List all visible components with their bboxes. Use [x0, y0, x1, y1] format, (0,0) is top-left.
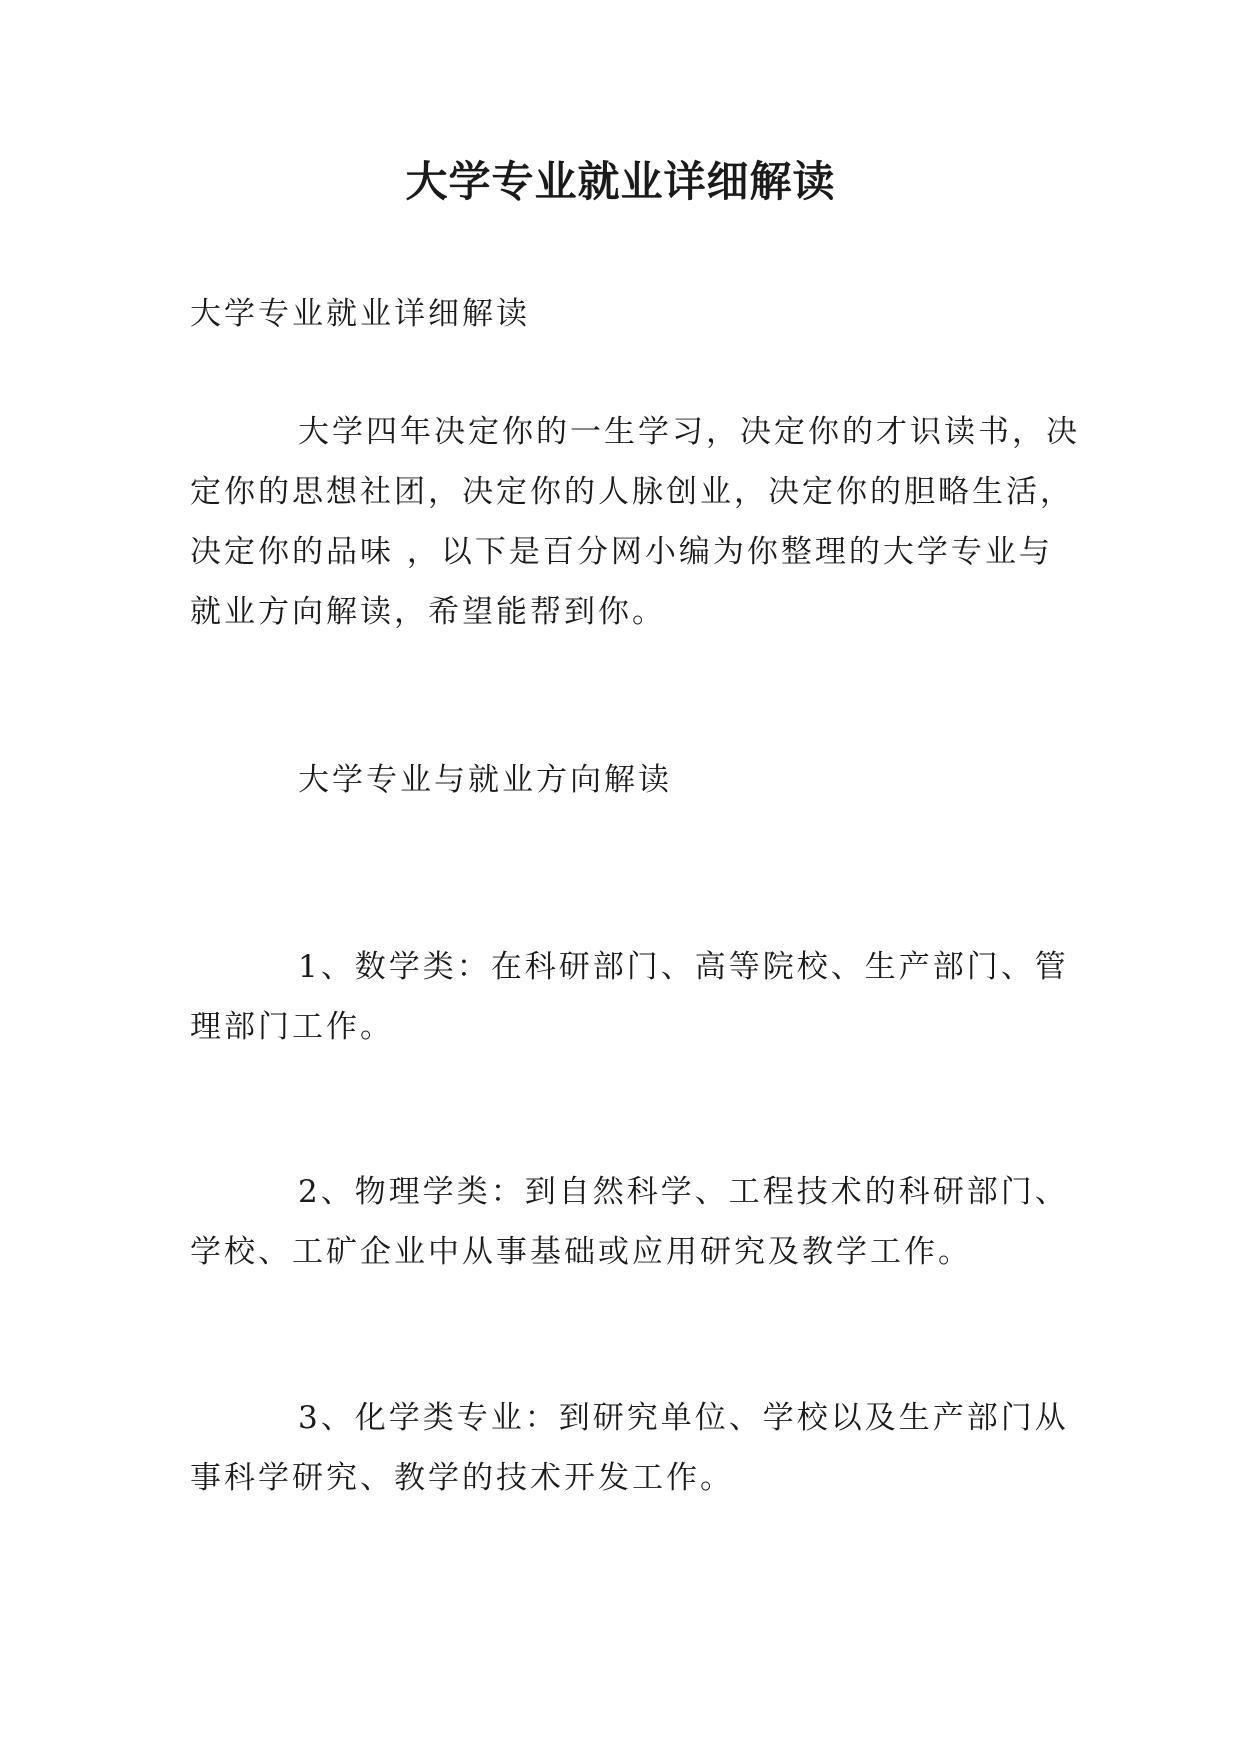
document-subtitle: 大学专业就业详细解读: [190, 296, 530, 332]
list-item-line: 学校、工矿企业中从事基础或应用研究及教学工作。: [190, 1234, 972, 1270]
list-item-line: 1、数学类：在科研部门、高等院校、生产部门、管: [298, 949, 1069, 985]
intro-line: 就业方向解读，希望能帮到你。: [190, 594, 666, 630]
document-title: 大学专业就业详细解读: [405, 157, 836, 206]
intro-line: 定你的思想社团，决定你的人脉创业，决定你的胆略生活，: [190, 474, 1074, 510]
intro-line: 决定你的品味 ，以下是百分网小编为你整理的大学专业与: [190, 534, 1053, 570]
list-item-line: 理部门工作。: [190, 1009, 394, 1045]
list-item-line: 3、化学类专业：到研究单位、学校以及生产部门从: [298, 1400, 1069, 1436]
intro-line: 大学四年决定你的一生学习，决定你的才识读书，决: [298, 414, 1080, 450]
list-item-line: 2、物理学类：到自然科学、工程技术的科研部门、: [298, 1174, 1069, 1210]
list-item-line: 事科学研究、教学的技术开发工作。: [190, 1460, 734, 1496]
section-heading: 大学专业与就业方向解读: [298, 762, 672, 798]
